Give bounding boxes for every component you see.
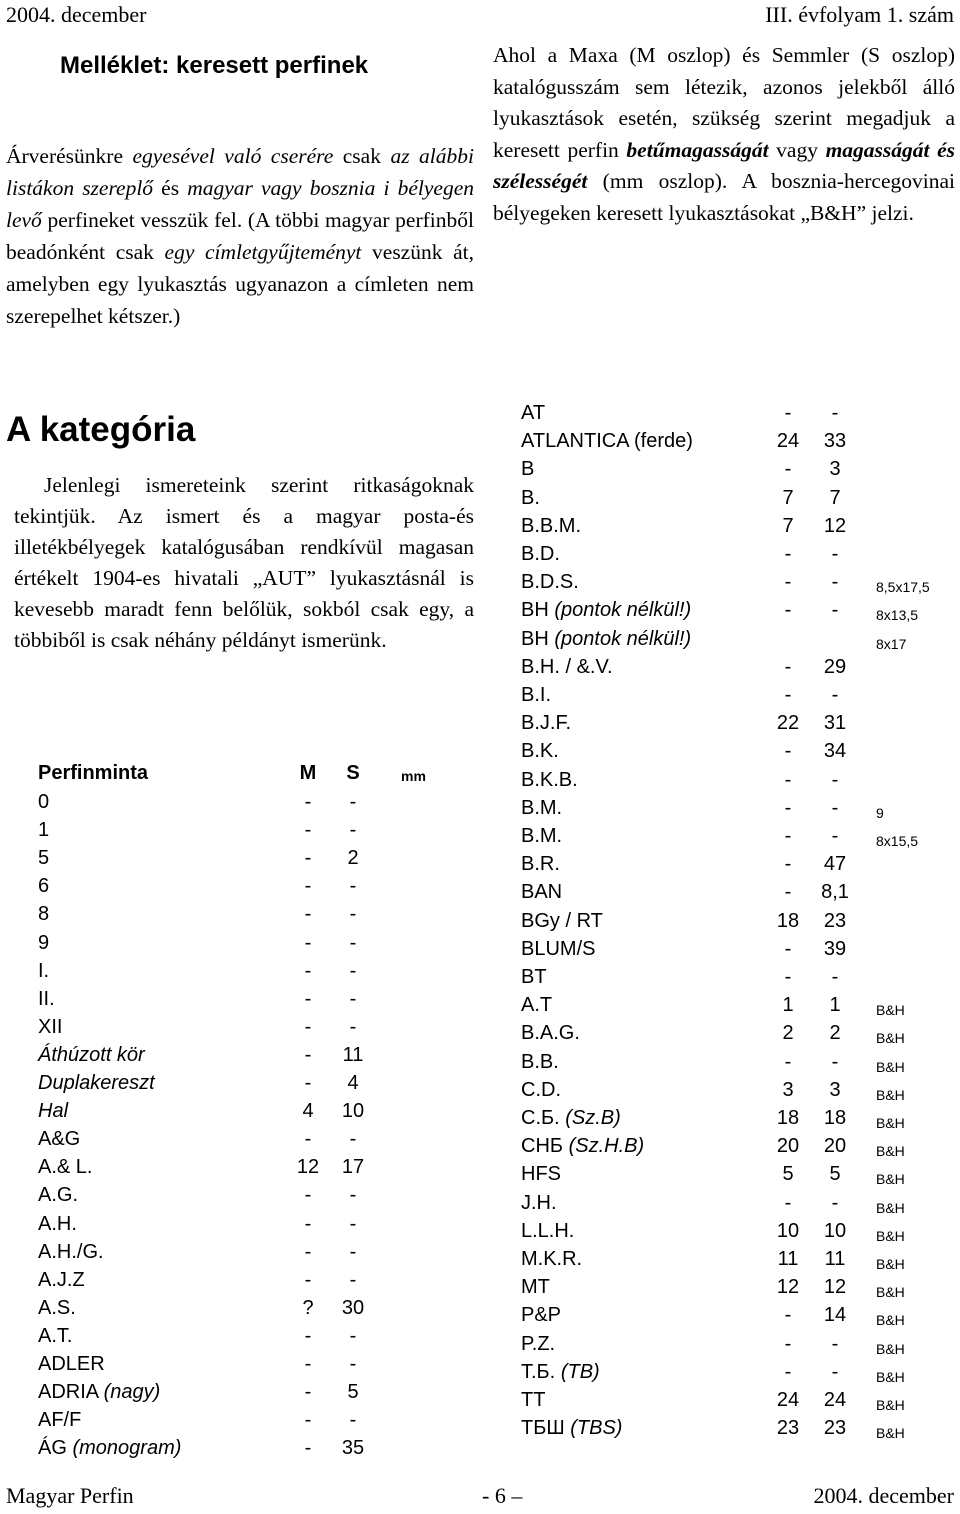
maxa-number: -	[304, 1128, 312, 1151]
perfin-note: (Sz.B)	[565, 1107, 621, 1129]
maxa-number: ?	[302, 1296, 314, 1319]
footer-publication: Magyar Perfin	[6, 1483, 134, 1508]
perfin-name	[521, 1051, 559, 1074]
perfin-label: ÁG	[38, 1437, 67, 1460]
perfin-name	[38, 1269, 85, 1292]
perfin-name	[521, 881, 562, 904]
maxa-number: 7	[782, 486, 794, 509]
perfin-label: T.Б.	[521, 1360, 556, 1383]
maxa-number: -	[784, 599, 792, 622]
text-run: egy címletgyűjteményt	[164, 240, 362, 264]
perfin-name	[38, 847, 49, 870]
perfin-label: A.& L.	[38, 1156, 93, 1179]
perfin-name	[521, 1417, 622, 1440]
maxa-number: -	[784, 571, 792, 594]
perfin-label: BH	[521, 627, 549, 650]
maxa-number: 11	[777, 1248, 799, 1270]
mm-size: B&H	[876, 1002, 905, 1019]
maxa-number: -	[304, 903, 312, 926]
mm-size: B&H	[876, 1368, 905, 1385]
perfin-name	[38, 1184, 78, 1207]
text-run: magasságát és szélességét	[493, 137, 956, 193]
category-paragraph: Jelenlegi ismereteink szerint ritkaságoknak tekintjük. Az ismert és a magyar posta-és illetékbélyegek katalógusában rendkívül magasan értékelt 1904-es hivatali „AUT” lyukasztásnál is kevesebb maradt fenn belőlük, sokból csak egy, a többiből is csak néhány példányt ismerünk.	[14, 473, 474, 652]
perfin-label: B.K.B.	[521, 768, 578, 791]
maxa-number: -	[784, 1332, 792, 1355]
text-run: veszünk át, amelyben egy lyukasztás ugyanazon a címleten nem szerepelhet kétszer.)	[6, 240, 474, 328]
perfin-label: I.	[38, 959, 50, 982]
perfin-note: (monogram)	[72, 1437, 182, 1460]
perfin-name	[521, 1022, 580, 1045]
page-title: Melléklet: keresett perfinek	[60, 52, 369, 79]
perfin-name	[521, 853, 560, 876]
perfin-name	[521, 712, 571, 735]
semmler-number: -	[349, 1324, 357, 1347]
maxa-number: -	[304, 1043, 312, 1066]
semmler-number: -	[349, 875, 357, 898]
perfin-label: B.D.S.	[521, 571, 579, 594]
maxa-number: -	[784, 1360, 792, 1383]
perfin-label: TБШ	[521, 1417, 565, 1440]
semmler-number: 23	[823, 909, 847, 932]
footer-page-number: - 6 –	[482, 1483, 523, 1508]
maxa-number: -	[304, 1184, 312, 1207]
maxa-number: -	[304, 791, 312, 813]
perfin-label: A.H./G.	[38, 1240, 104, 1263]
perfin-label: B	[521, 458, 535, 481]
perfin-label: Duplakereszt	[38, 1072, 155, 1094]
perfin-name	[521, 769, 578, 792]
semmler-number: 29	[823, 655, 847, 678]
maxa-number: 4	[302, 1100, 314, 1123]
semmler-number: -	[349, 1353, 357, 1375]
mm-size: B&H	[876, 1425, 905, 1442]
perfin-label: A.T	[521, 994, 553, 1017]
perfin-name	[521, 628, 691, 651]
perfin-label: ATLANTICA (ferde)	[521, 430, 693, 453]
mm-size: B&H	[876, 1199, 905, 1216]
semmler-number: 1	[829, 994, 841, 1017]
perfin-name	[38, 903, 49, 926]
mm-size: B&H	[876, 1312, 905, 1329]
semmler-number: -	[831, 966, 839, 988]
perfin-name	[38, 1325, 72, 1348]
perfin-name	[521, 515, 581, 538]
perfin-name	[38, 819, 49, 842]
perfin-name	[38, 1241, 104, 1264]
maxa-number: -	[304, 1353, 312, 1375]
semmler-number: -	[349, 791, 357, 813]
maxa-number: -	[784, 543, 792, 565]
perfin-name	[521, 1276, 550, 1299]
header-mm: mm	[401, 768, 426, 784]
mm-size: 9	[876, 804, 884, 821]
mm-size: B&H	[876, 1256, 905, 1272]
perfin-label: II.	[38, 987, 55, 1010]
maxa-number: -	[304, 1324, 312, 1347]
maxa-number: 3	[782, 1078, 794, 1101]
perfin-label: A.S.	[38, 1296, 76, 1319]
perfin-label: Hal	[38, 1100, 69, 1123]
perfin-name	[38, 1353, 105, 1376]
perfin-label: BLUM/S	[521, 937, 596, 960]
mm-size: B&H	[876, 1115, 905, 1131]
perfin-name	[521, 1107, 621, 1130]
semmler-number: 34	[823, 740, 847, 763]
header-volume: III. évfolyam 1. szám	[765, 2, 954, 27]
maxa-number: 20	[776, 1135, 800, 1158]
text-run: az alábbi listákon szereplő	[6, 144, 474, 200]
perfin-name	[521, 1192, 557, 1215]
semmler-number: -	[831, 1360, 839, 1383]
maxa-number: -	[784, 768, 792, 791]
semmler-number: -	[349, 1128, 357, 1151]
perfin-label: BT	[521, 966, 547, 988]
perfin-name	[521, 1333, 555, 1356]
perfin-note: (nagy)	[103, 1381, 161, 1404]
semmler-number: 8,1	[821, 881, 849, 904]
maxa-number: -	[304, 1268, 312, 1291]
semmler-number: -	[831, 402, 839, 424]
perfin-name	[521, 1163, 561, 1186]
semmler-number: -	[831, 1191, 839, 1214]
maxa-number: 10	[776, 1219, 800, 1242]
perfin-name	[521, 684, 551, 707]
perfin-label: L.L.H.	[521, 1219, 575, 1242]
perfin-label: B.J.F.	[521, 712, 572, 735]
text-run: magyar vagy bosznia i bélyegen levő	[6, 176, 474, 232]
perfin-label: B.B.M.	[521, 514, 582, 537]
perfin-name	[38, 932, 49, 955]
semmler-number: -	[349, 987, 357, 1010]
perfin-name	[38, 1016, 62, 1039]
maxa-number: -	[304, 1072, 312, 1094]
perfin-name	[38, 1381, 160, 1404]
perfin-name	[521, 458, 534, 481]
perfin-label: A&G	[38, 1128, 81, 1151]
semmler-number: 7	[829, 486, 841, 509]
semmler-number: 20	[823, 1135, 847, 1158]
text-run: perfineket vesszük fel. (A többi magyar perfinből beadónként csak	[6, 208, 474, 264]
maxa-number: -	[304, 819, 312, 842]
semmler-number: 3	[829, 458, 841, 481]
perfin-label: C.Б.	[521, 1107, 560, 1129]
semmler-number: -	[349, 1268, 357, 1291]
semmler-number: -	[349, 1212, 357, 1235]
maxa-number: 23	[776, 1417, 800, 1440]
perfin-name	[38, 1044, 145, 1067]
perfin-label: ADRIA	[38, 1381, 99, 1404]
maxa-number: -	[784, 1050, 792, 1073]
perfin-name	[521, 910, 603, 933]
perfin-name	[38, 1213, 77, 1236]
header-m: M	[299, 762, 317, 784]
maxa-number: 12	[296, 1156, 320, 1179]
maxa-number: -	[784, 966, 792, 988]
perfin-label: P.Z.	[521, 1332, 556, 1355]
mm-size: B&H	[876, 1340, 905, 1357]
semmler-number: -	[349, 819, 357, 842]
maxa-number: -	[304, 931, 312, 954]
semmler-number: 3	[829, 1078, 841, 1101]
semmler-number: 33	[823, 430, 847, 453]
text-run: egyesével való cserére	[132, 144, 334, 168]
semmler-number: 17	[341, 1156, 365, 1179]
perfin-name	[521, 1389, 545, 1412]
perfin-name	[521, 797, 562, 820]
mm-size: B&H	[876, 1058, 905, 1075]
mm-size: B&H	[876, 1227, 905, 1244]
semmler-number: 5	[347, 1381, 359, 1404]
perfin-name	[521, 825, 562, 848]
text-run: csak	[333, 144, 391, 168]
perfin-label: B.R.	[521, 853, 560, 876]
perfin-name	[521, 487, 540, 510]
maxa-number: -	[784, 458, 792, 481]
perfin-label: AT	[521, 402, 546, 424]
mm-size: 8x13,5	[876, 607, 919, 624]
perfin-label: P&P	[521, 1304, 562, 1327]
maxa-number: -	[304, 1015, 312, 1038]
perfin-name	[38, 960, 49, 983]
semmler-number: 35	[341, 1437, 365, 1460]
mm-size: B&H	[876, 1030, 905, 1047]
perfin-label: A.H.	[38, 1212, 77, 1235]
perfin-name	[521, 430, 693, 453]
maxa-number: 12	[776, 1276, 800, 1299]
maxa-number: -	[304, 987, 312, 1010]
mm-size: B&H	[876, 1086, 905, 1103]
perfin-label: A.T.	[38, 1324, 73, 1347]
perfin-label: B.B.	[521, 1050, 559, 1073]
perfin-name	[521, 599, 691, 622]
maxa-number: 2	[782, 1022, 794, 1045]
perfin-name	[521, 1361, 600, 1384]
perfin-name	[38, 1409, 81, 1432]
maxa-number: -	[784, 402, 792, 424]
maxa-number: 22	[776, 712, 800, 735]
perfin-label: A.J.Z	[38, 1268, 85, 1291]
perfin-note: (TB)	[560, 1360, 600, 1383]
maxa-number: -	[784, 655, 792, 678]
maxa-number: 5	[782, 1163, 794, 1186]
perfin-name	[521, 740, 559, 763]
text-run: Ahol a Maxa (M oszlop) és Semmler (S oszlop) katalógusszám sem létezik, azonos jelekből álló lyukasztások esetén, szükség szerint megadjuk a keresett perfin	[493, 43, 955, 162]
perfin-label: XII	[38, 1015, 63, 1038]
perfin-label: 1	[38, 819, 50, 842]
semmler-number: -	[349, 959, 357, 982]
maxa-number: -	[784, 937, 792, 960]
perfin-name	[38, 875, 49, 898]
maxa-number: -	[784, 1304, 792, 1327]
perfin-label: J.H.	[521, 1191, 557, 1214]
text-run: vagy	[768, 137, 826, 162]
perfin-name	[521, 543, 560, 566]
perfin-name	[521, 1248, 582, 1271]
maxa-number: 24	[776, 1389, 800, 1411]
perfin-note: (TBS)	[570, 1417, 623, 1440]
semmler-number: 2	[829, 1022, 841, 1045]
maxa-number: -	[304, 1240, 312, 1263]
mm-size: 8x17	[876, 635, 907, 652]
semmler-number: -	[831, 768, 839, 791]
semmler-number: -	[831, 825, 839, 847]
perfin-name	[521, 571, 579, 594]
semmler-number: 47	[823, 853, 847, 876]
perfin-label: B.M.	[521, 825, 563, 847]
maxa-number: -	[304, 875, 312, 898]
semmler-number: -	[831, 684, 839, 706]
semmler-number: 18	[823, 1107, 847, 1129]
perfin-label: 6	[38, 875, 50, 898]
semmler-number: -	[831, 796, 839, 819]
perfin-name	[38, 1297, 76, 1320]
header-perfinminta: Perfinminta	[38, 762, 149, 784]
perfin-label: 9	[38, 931, 50, 954]
perfin-name	[521, 402, 545, 425]
perfin-label: CHБ	[521, 1135, 564, 1158]
semmler-number: -	[349, 1015, 357, 1038]
perfin-name	[521, 966, 547, 989]
perfin-label: 8	[38, 903, 50, 926]
maxa-number: 18	[776, 909, 800, 932]
semmler-number: -	[349, 1240, 357, 1263]
perfin-name	[521, 994, 552, 1017]
mm-size: B&H	[876, 1397, 905, 1413]
perfin-label: B.I.	[521, 684, 552, 706]
semmler-number: 12	[823, 514, 847, 537]
semmler-number: 5	[829, 1163, 841, 1186]
perfin-name	[521, 938, 595, 961]
semmler-number: 4	[347, 1072, 359, 1094]
maxa-number: -	[784, 1191, 792, 1214]
semmler-number: -	[349, 931, 357, 954]
header-date: 2004. december	[6, 2, 147, 27]
perfin-note: (pontok nélkül!)	[554, 599, 692, 622]
mm-size: B&H	[876, 1143, 905, 1160]
perfin-label: 5	[38, 847, 50, 870]
perfin-label: BAN	[521, 881, 563, 904]
perfin-label: B.A.G.	[521, 1022, 580, 1045]
maxa-number: 1	[782, 994, 794, 1017]
perfin-label: B.	[521, 486, 540, 509]
semmler-number: 2	[347, 847, 359, 870]
footer-date: 2004. december	[813, 1483, 954, 1508]
semmler-number: -	[349, 903, 357, 926]
perfin-name	[521, 656, 613, 679]
mm-size: B&H	[876, 1284, 905, 1301]
maxa-number: -	[304, 959, 312, 982]
perfin-name	[521, 1135, 644, 1158]
maxa-number: -	[784, 825, 792, 847]
perfin-name	[38, 791, 49, 814]
maxa-number: -	[784, 740, 792, 763]
intro-paragraph	[6, 140, 474, 332]
category-title: A kategória	[6, 410, 196, 449]
semmler-number: 11	[824, 1248, 846, 1270]
maxa-number: -	[784, 881, 792, 904]
perfin-name	[521, 1079, 561, 1102]
perfin-note: (pontok nélkül!)	[554, 627, 692, 650]
semmler-number: -	[349, 1184, 357, 1207]
perfin-label: 0	[38, 791, 50, 813]
semmler-number: 11	[342, 1043, 364, 1066]
perfin-label: B.D.	[521, 543, 560, 565]
perfin-label: BH	[521, 599, 549, 622]
right-intro-paragraph	[493, 40, 955, 229]
text-run: Árverésünkre	[6, 144, 133, 168]
semmler-number: 31	[823, 712, 847, 735]
semmler-number: 23	[823, 1417, 847, 1440]
semmler-number: 10	[823, 1219, 847, 1242]
perfin-label: M.K.R.	[521, 1248, 583, 1270]
maxa-number: -	[304, 1381, 312, 1404]
semmler-number: -	[831, 571, 839, 594]
perfin-name	[38, 988, 55, 1011]
perfin-label: B.H. / &.V.	[521, 655, 613, 678]
semmler-number: 14	[823, 1304, 847, 1327]
perfin-label: AF/F	[38, 1409, 82, 1432]
semmler-number: -	[831, 1050, 839, 1073]
semmler-number: -	[831, 1332, 839, 1355]
perfin-label: BGy / RT	[521, 909, 603, 932]
maxa-number: -	[304, 847, 312, 870]
maxa-number: -	[304, 1212, 312, 1235]
maxa-number: 24	[776, 430, 800, 453]
maxa-number: 7	[782, 514, 794, 537]
perfin-name	[38, 1156, 92, 1179]
mm-size: 8x15,5	[876, 833, 919, 849]
semmler-number: 30	[341, 1296, 365, 1319]
mm-size: 8,5x17,5	[876, 579, 930, 596]
semmler-number: 39	[823, 937, 847, 960]
perfin-name	[521, 1304, 561, 1327]
semmler-number: -	[831, 599, 839, 622]
perfin-label: C.D.	[521, 1078, 561, 1101]
semmler-number: 24	[823, 1389, 847, 1411]
maxa-number: -	[784, 853, 792, 876]
semmler-number: -	[349, 1409, 357, 1432]
maxa-number: -	[784, 796, 792, 819]
maxa-number: -	[304, 1409, 312, 1432]
perfin-note: (Sz.H.B)	[568, 1135, 645, 1158]
perfin-name	[38, 1072, 155, 1095]
maxa-number: -	[304, 1437, 312, 1460]
maxa-number: -	[784, 684, 792, 706]
perfin-name	[521, 1220, 574, 1243]
text-run: betűmagasságát	[626, 137, 769, 162]
perfin-label: ADLER	[38, 1353, 105, 1375]
semmler-number: 10	[341, 1100, 365, 1123]
mm-size: B&H	[876, 1171, 905, 1188]
text-run: (mm oszlop). A bosznia-hercegovinai bélyegeken keresett lyukasztásokat „B&H” jelzi.	[493, 169, 955, 225]
perfin-label: TT	[521, 1389, 546, 1411]
perfin-label: HFS	[521, 1163, 561, 1186]
text-run: és	[153, 176, 188, 200]
semmler-number: 12	[823, 1276, 847, 1299]
semmler-number: -	[831, 543, 839, 565]
perfin-label: B.M.	[521, 796, 563, 819]
maxa-number: 18	[776, 1107, 800, 1129]
perfin-label: Áthúzott kör	[38, 1043, 145, 1066]
perfin-name	[38, 1437, 181, 1460]
perfin-name	[38, 1100, 68, 1123]
perfin-name	[38, 1128, 80, 1151]
perfin-label: A.G.	[38, 1184, 79, 1207]
perfin-label: B.K.	[521, 740, 559, 763]
perfin-label: MT	[521, 1276, 550, 1299]
header-s: S	[346, 762, 360, 784]
